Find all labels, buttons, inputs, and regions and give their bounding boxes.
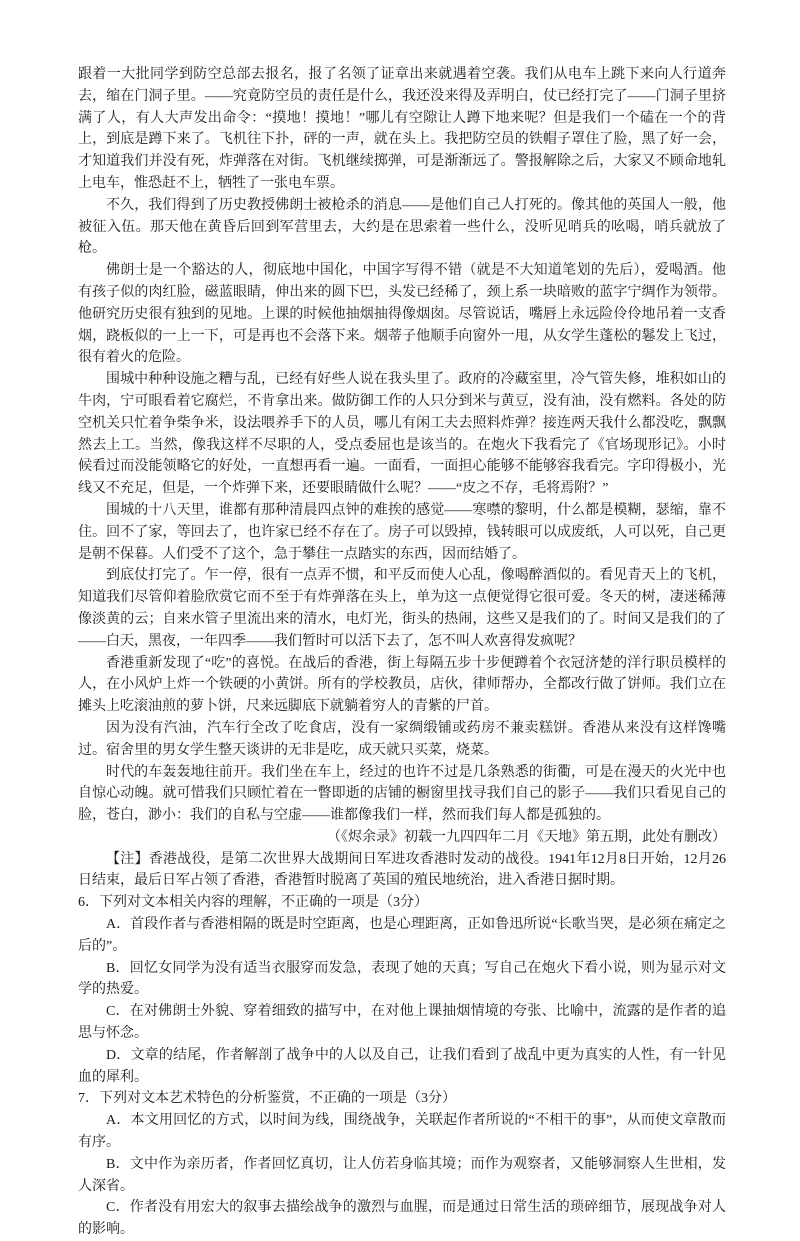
question-6-option-a: A．首段作者与香港相隔的既是时空距离，也是心理距离，正如鲁迅所说“长歌当哭，是必须在痛定之后的”。 <box>78 917 726 954</box>
question-7-option-b: B．文中作为亲历者，作者回忆真切，让人仿若身临其境；而作为观察者，又能够洞察人生世相，发人深省。 <box>78 1156 726 1194</box>
question-7-stem: 7．下列对文本艺术特色的分析鉴赏，不正确的一项是（3分） <box>78 1091 456 1107</box>
passage-footnote: 【注】香港战役，是第二次世界大战期间日军进攻香港时发动的战役。1941年12月8日开始，12月26日结束，最后日军占领了香港，香港暂时脱离了英国的殖民地统治，进入香港日据时期。 <box>78 851 726 889</box>
passage-paragraph: 围城的十八天里，谁都有那种清晨四点钟的难挨的感觉——寒噤的黎明，什么都是模糊，瑟缩，靠不住。回不了家，等回去了，也许家已经不存在了。房子可以毁掉，钱转眼可以成废纸，人可以死，自己更是朝不保暮。人们受不了这个，急于攀住一点踏实的东西，因而结婚了。 <box>78 502 726 562</box>
question-7-option-c: C．作者没有用宏大的叙事去描绘战争的激烈与血腥，而是通过日常生活的琐碎细节，展现战争对人的影响。 <box>78 1200 726 1238</box>
question-6-stem: 6．下列对文本相关内容的理解，不正确的一项是（3分） <box>78 895 428 911</box>
passage-paragraph: 跟着一大批同学到防空总部去报名，报了名领了证章出来就遇着空袭。我们从电车上跳下来向人行道奔去，缩在门洞子里。——究竟防空员的责任是什么，我还没来得及弄明白，仗已经打完了——门洞子里挤满了人，有人大声发出命令：“摸地！摸地！”哪儿有空隙让人蹲下地来呢？但是我们一个磕在一个的背上，到底是蹲下来了。飞机往下扑，砰的一声，就在头上。我把防空员的铁帽子罩住了脸，黑了好一会，才知道我们并没有死，炸弹落在对街。飞机继续掷弹，可是渐渐远了。警报解除之后，大家又不顾命地轧上电车，惟恐赶不上，牺牲了一张电车票。 <box>78 67 726 191</box>
passage-paragraph: 因为没有汽油，汽车行全改了吃食店，没有一家绸缎铺或药房不兼卖糕饼。香港从来没有这样馋嘴过。宿舍里的男女学生整天谈讲的无非是吃，成天就只买菜，烧菜。 <box>78 720 726 758</box>
passage-source-note: （《烬余录》初载一九四四年二月《天地》第五期，此处有删改） <box>327 829 726 845</box>
passage-paragraph: 到底仗打完了。乍一停，很有一点弄不惯，和平反而使人心乱，像喝醉酒似的。看见青天上的飞机，知道我们尽管仰着脸欣赏它而不至于有炸弹落在头上，单为这一点便觉得它很可爱。冬天的树，凄迷稀薄像淡黄的云；自来水管子里流出来的清水，电灯光，街头的热闹，这些又是我们的了。时间又是我们的了——白天，黑夜，一年四季——我们暂时可以活下去了，怎不叫人欢喜得发疯呢？ <box>78 568 726 649</box>
passage-paragraph: 不久，我们得到了历史教授佛朗士被枪杀的消息——是他们自己人打死的。像其他的英国人一般，他被征入伍。那天他在黄昏后回到军营里去，大约是在思索着一些什么，没听见哨兵的吆喝，哨兵就放了枪。 <box>78 197 726 257</box>
question-7-option-a: A．本文用回忆的方式，以时间为线，围绕战争，关联起作者所说的“不相干的事”，从而使文章散而有序。 <box>78 1113 726 1151</box>
passage-paragraph: 香港重新发现了“吃”的喜悦。在战后的香港，街上每隔五步十步便蹲着个衣冠济楚的洋行职员模样的人，在小风炉上炸一个铁硬的小黄饼。所有的学校教员，店伙，律师帮办，全都改行做了饼师。我们立在摊头上吃滚油煎的萝卜饼，尺来远脚底下就躺着穷人的青紫的尸首。 <box>78 655 726 715</box>
question-6-option-c: C．在对佛朗士外貌、穿着细致的描写中，在对他上课抽烟情境的夸张、比喻中，流露的是作者的追思与怀念。 <box>78 1004 726 1042</box>
passage-paragraph: 时代的车轰轰地往前开。我们坐在车上，经过的也许不过是几条熟悉的街衢，可是在漫天的火光中也自惊心动魄。就可惜我们只顾忙着在一瞥即逝的店铺的橱窗里找寻我们自己的影子——我们只看见自己的脸，苍白，渺小：我们的自私与空虚——谁都像我们一样，然而我们每人都是孤独的。 <box>78 764 726 824</box>
passage-paragraph: 围城中种种设施之糟与乱，已经有好些人说在我头里了。政府的冷藏室里，冷气管失修，堆积如山的牛肉，宁可眼看着它腐烂，不肯拿出来。做防御工作的人只分到米与黄豆，没有油，没有燃料。各处的防空机关只忙着争柴争米，设法喂养手下的人员，哪儿有闲工夫去照料炸弹？接连两天我什么都没吃，飘飘然去上工。当然，像我这样不尽职的人，受点委屈也是该当的。在炮火下我看完了《官场现形记》。小时候看过而没能领略它的好处，一直想再看一遍。一面看，一面担心能够不能够容我看完。字印得极小，光线又不充足，但是，一个炸弹下来，还要眼睛做什么呢？——“皮之不存，毛将焉附？” <box>78 372 726 497</box>
question-6-option-b: B．回忆女同学为没有适当衣服穿而发急，表现了她的天真；写自己在炮火下看小说，则为显示对文学的热爱。 <box>78 960 726 998</box>
passage-paragraph: 佛朗士是一个豁达的人，彻底地中国化，中国字写得不错（就是不大知道笔划的先后），爱喝酒。他有孩子似的肉红脸，磁蓝眼睛，伸出来的圆下巴，头发已经稀了，颈上系一块暗败的蓝字宁绸作为领带。他研究历史很有独到的见地。上课的时候他抽烟抽得像烟囱。尽管说话，嘴唇上永远险伶伶地吊着一支香烟，跷板似的一上一下，可是再也不会落下来。烟蒂子他顺手向窗外一甩，从女学生蓬松的鬈发上飞过，很有着火的危险。 <box>78 263 726 366</box>
question-6-option-d: D．文章的结尾，作者解剖了战争中的人以及自己，让我们看到了战乱中更为真实的人性，有一针见血的犀利。 <box>78 1047 726 1085</box>
document-body <box>78 64 726 1241</box>
